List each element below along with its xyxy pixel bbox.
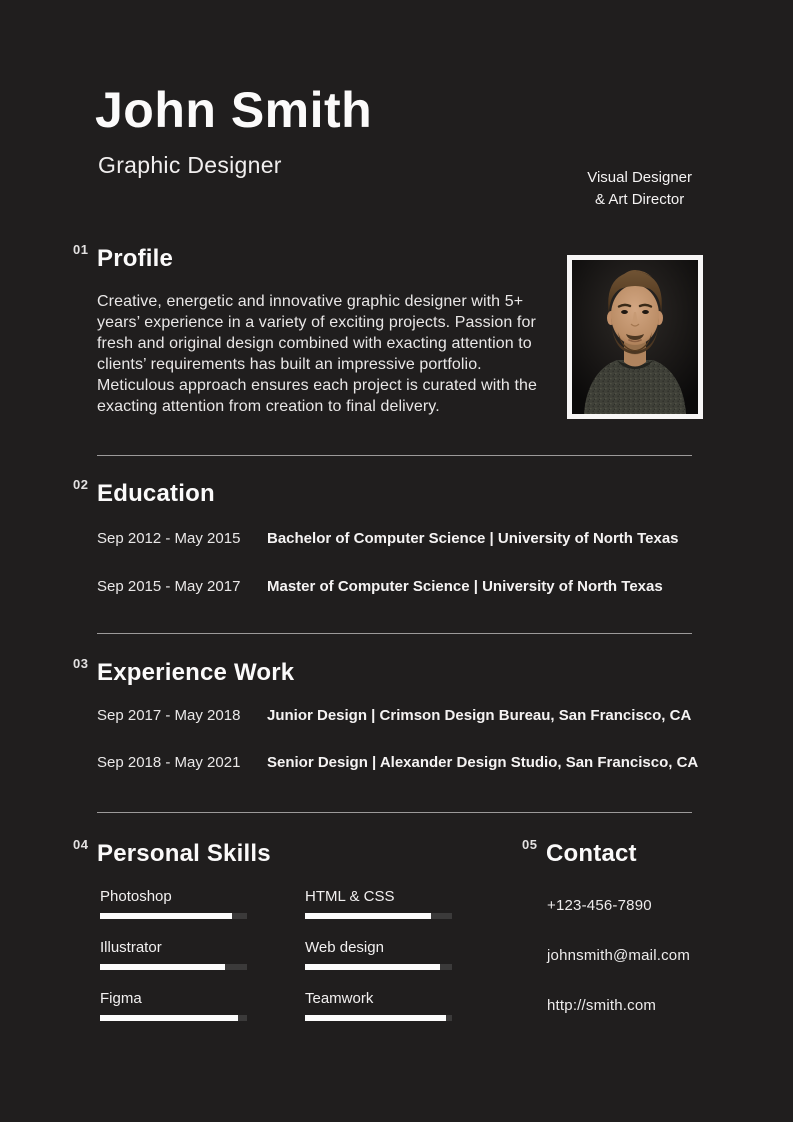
skill-label: Figma — [100, 990, 142, 1007]
education-description: Bachelor of Computer Science | University of North Texas — [267, 530, 679, 547]
tagline — [587, 167, 692, 210]
skill-label: Illustrator — [100, 939, 162, 956]
section-number-education: 02 — [73, 477, 89, 492]
job-title: Graphic Designer — [98, 152, 282, 178]
skill-bar-track — [305, 964, 452, 970]
experience-dates: Sep 2018 - May 2021 — [97, 754, 241, 771]
skill-bar-fill — [305, 964, 440, 970]
section-number-contact: 05 — [522, 837, 538, 852]
skill-bar-fill — [305, 1015, 446, 1021]
section-heading-skills: Personal Skills — [97, 840, 271, 867]
skill-bar-fill — [100, 1015, 238, 1021]
section-divider — [97, 812, 692, 813]
skill-bar-track — [100, 964, 247, 970]
section-divider — [97, 455, 692, 456]
skill-label: HTML & CSS — [305, 888, 395, 905]
skills-grid — [100, 888, 452, 1021]
skill-item — [305, 990, 452, 1021]
section-heading-profile: Profile — [97, 245, 174, 272]
experience-row — [97, 753, 698, 772]
tagline-line-1: Visual Designer — [587, 169, 692, 186]
skill-label: Photoshop — [100, 888, 172, 905]
tagline-line-2: & Art Director — [595, 190, 685, 208]
skill-item — [100, 939, 247, 970]
section-heading-education: Education — [97, 480, 215, 507]
profile-photo — [567, 255, 703, 419]
contact-list — [547, 897, 690, 1047]
education-dates: Sep 2012 - May 2015 — [97, 530, 241, 547]
skill-item — [100, 888, 247, 919]
skill-bar-fill — [305, 913, 431, 919]
skill-item — [100, 990, 247, 1021]
skill-bar-fill — [100, 964, 225, 970]
section-number-profile: 01 — [73, 242, 89, 257]
section-heading-experience: Experience Work — [97, 659, 295, 686]
education-dates: Sep 2015 - May 2017 — [97, 578, 241, 595]
experience-row — [97, 706, 691, 725]
skill-bar-track — [100, 913, 247, 919]
person-name: John Smith — [95, 82, 373, 138]
skill-label: Web design — [305, 939, 384, 956]
skill-item — [305, 939, 452, 970]
skill-bar-track — [100, 1015, 247, 1021]
skill-bar-track — [305, 1015, 452, 1021]
section-heading-contact: Contact — [546, 840, 637, 867]
section-number-skills: 04 — [73, 837, 89, 852]
education-row — [97, 577, 663, 596]
profile-summary: Creative, energetic and innovative graphic designer with 5+ years’ experience in a variety of exciting projects. Passion for fresh and original design combined with exacting attention to clients’ requirements has built an impressive portfolio. Meticulous approach ensures each project is curated with the exacting attention from creation to final delivery. — [97, 293, 538, 415]
skill-label: Teamwork — [305, 990, 374, 1007]
section-number-experience: 03 — [73, 656, 89, 671]
education-description: Master of Computer Science | University of North Texas — [267, 578, 663, 595]
experience-description: Junior Design | Crimson Design Bureau, San Francisco, CA — [267, 707, 692, 724]
experience-dates: Sep 2017 - May 2018 — [97, 707, 241, 724]
section-divider — [97, 633, 692, 634]
experience-description: Senior Design | Alexander Design Studio, San Francisco, CA — [267, 754, 699, 771]
skill-bar-fill — [100, 913, 232, 919]
skill-item — [305, 888, 452, 919]
contact-phone: +123-456-7890 — [547, 897, 652, 914]
education-row — [97, 529, 679, 548]
contact-website: http://smith.com — [547, 997, 657, 1014]
portrait-illustration — [572, 260, 698, 414]
contact-email: johnsmith@mail.com — [547, 947, 691, 964]
skill-bar-track — [305, 913, 452, 919]
